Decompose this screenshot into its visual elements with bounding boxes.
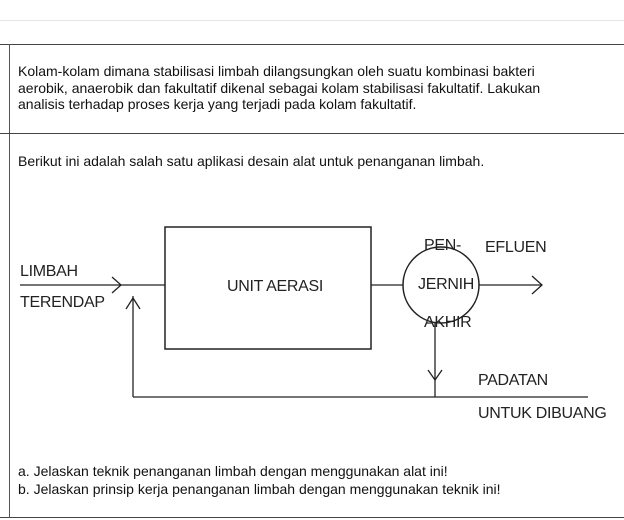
clarifier-label-line2: JERNIH <box>418 276 474 293</box>
question-paragraph <box>18 63 618 113</box>
question-line: Kolam-kolam dimana stabilisasi limbah dilangsungkan oleh suatu kombinasi bakteri <box>18 63 535 79</box>
input-label-line1: LIMBAH <box>20 263 78 280</box>
clarifier-label-line1: PEN- <box>424 237 462 254</box>
question-line: analisis terhadap proses kerja yang terjadi pada kolam fakultatif. <box>18 96 417 112</box>
process-diagram <box>0 210 624 440</box>
intro-text: Berikut ini adalah salah satu aplikasi desain alat untuk penanganan limbah. <box>18 153 485 169</box>
waste-label-line2: UNTUK DIBUANG <box>478 405 607 422</box>
clarifier-label-line3: AKHIR <box>424 314 472 331</box>
top-rule <box>0 20 624 21</box>
effluent-label: EFLUEN <box>485 239 547 256</box>
aeration-unit-label: UNIT AERASI <box>227 278 323 295</box>
task-a: a. Jelaskan teknik penanganan limbah dengan menggunakan alat ini! <box>18 463 448 479</box>
waste-label-line1: PADATAN <box>478 372 548 389</box>
table-row-divider <box>0 133 624 134</box>
question-line: aerobik, anaerobik dan fakultatif dikenal sebagai kolam stabilisasi fakultatif. Lakukan <box>18 79 541 96</box>
input-label-line2: TERENDAP <box>20 294 105 311</box>
task-b: b. Jelaskan prinsip kerja penanganan limbah dengan menggunakan teknik ini! <box>18 481 501 497</box>
